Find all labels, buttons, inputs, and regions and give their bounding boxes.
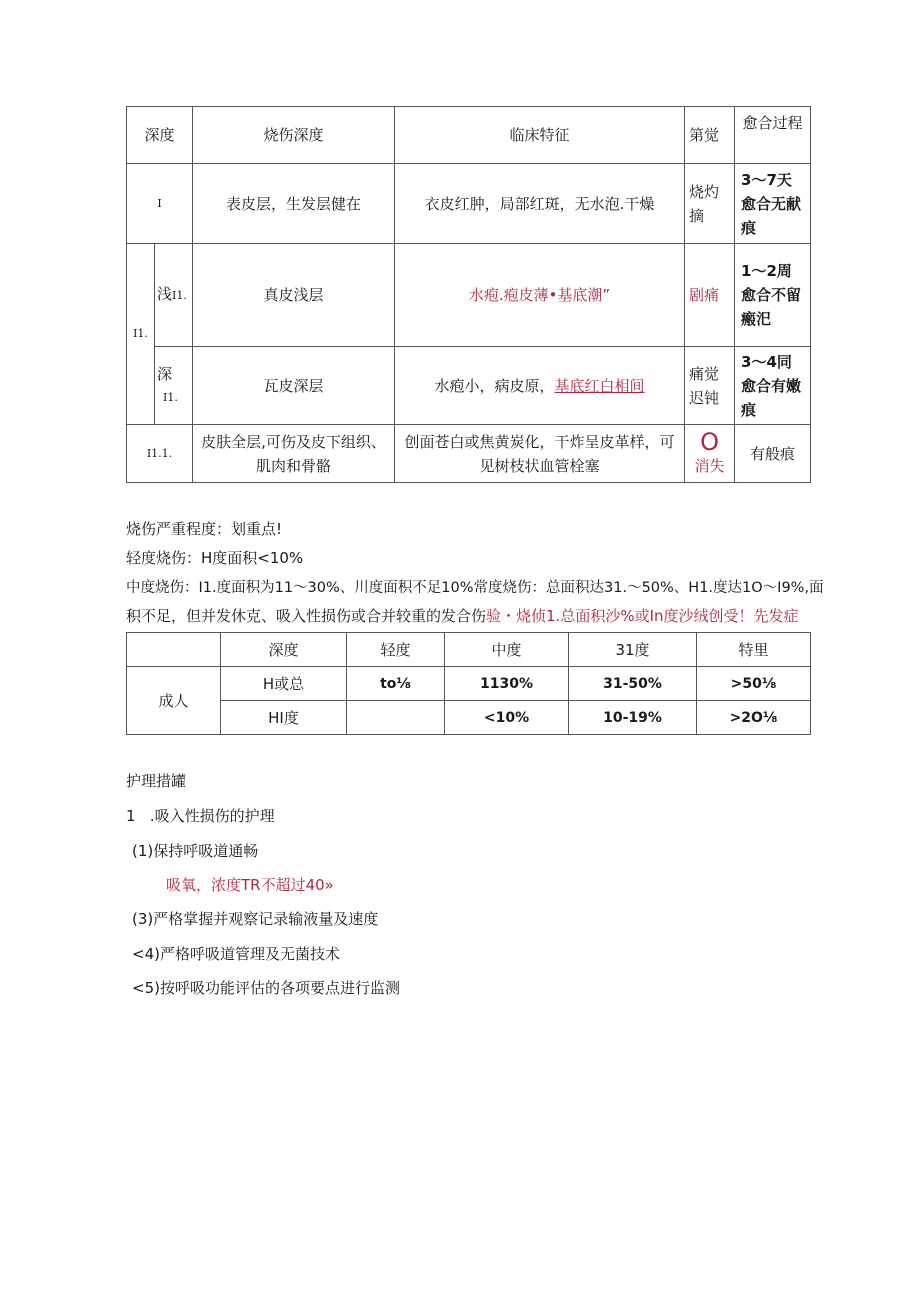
severity-heading: 烧伤严重程度：划重点!: [126, 520, 283, 538]
pain-text: 消失: [694, 456, 725, 475]
clinical-plain: 水疱小，病皮原，: [434, 376, 555, 395]
header-depth: 深度: [221, 633, 347, 667]
mild-cell: to⅛: [347, 667, 445, 701]
special-cell: >2O⅛: [697, 701, 811, 735]
severe-cell: 31-50%: [569, 667, 697, 701]
table-row: [127, 701, 811, 735]
severity-moderate-line2: [126, 605, 799, 627]
row-label-adult: 成人: [127, 667, 221, 735]
header-depth: 深度: [127, 107, 193, 164]
deep-label: 深: [157, 364, 173, 383]
layer-cell: 皮肤全层,可伤及皮下组织、肌肉和骨骼: [193, 425, 395, 483]
clinical-cell: 水疱.疱皮薄•基底潮”: [395, 244, 685, 347]
depth-sublabel-shallow: [155, 244, 193, 347]
shallow-label: 浅: [157, 285, 173, 303]
clinical-highlight: 基底红白相间: [554, 376, 645, 395]
pain-cell: 烧灼摘: [685, 164, 735, 244]
mild-cell: [347, 701, 445, 735]
table-row: [127, 164, 811, 244]
clinical-cell: [395, 347, 685, 425]
table-row: [127, 347, 811, 425]
pain-cell: 痛觉迟钝: [685, 347, 735, 425]
clinical-cell: 衣皮红肿，局部红斑，无水泡.干燥: [395, 164, 685, 244]
nursing-sub-5: <5)按呼吸功能评估的各项要点进行监测: [132, 979, 400, 997]
table-header-row: [127, 633, 811, 667]
healing-cell: 有般痕: [735, 425, 811, 483]
depth-cell: H或总: [221, 667, 347, 701]
pain-cell: [685, 425, 735, 483]
header-clinical: 临床特征: [395, 107, 685, 164]
nursing-sub-3: (3)严格掌握并观察记录输液量及速度: [132, 910, 379, 928]
header-pain: 第觉: [685, 107, 735, 164]
table-row: [127, 244, 811, 347]
depth-label-iii: I1.1.: [127, 425, 193, 483]
header-special: 特里: [697, 633, 811, 667]
header-healing: 愈合过程: [735, 107, 811, 164]
depth-sublabel-deep: [155, 347, 193, 425]
table-header-row: [127, 107, 811, 164]
healing-cell: 1～2周愈合不留瘢汜: [735, 244, 811, 347]
severity-moderate-line1: 中度烧伤：I1.度面积为11～30%、川度面积不足10%常度烧伤：总面积达31.～50%、H1.度达1O～I9%,面: [126, 580, 824, 596]
layer-cell: 表皮层，生发层健在: [193, 164, 395, 244]
nursing-sub-4: <4)严格呼吸道管理及无菌技术: [132, 945, 340, 963]
header-severe: 31度: [569, 633, 697, 667]
nursing-item-1: 1 .吸入性损伤的护理: [126, 807, 275, 825]
layer-cell: 真皮浅层: [193, 244, 395, 347]
header-moderate: 中度: [445, 633, 569, 667]
moderate-cell: 1130%: [445, 667, 569, 701]
moderate-cell: <10%: [445, 701, 569, 735]
moderate-line2-red: 验・烧侦1.总面积沙%或In度沙绒创受！先发症: [486, 607, 799, 625]
deep-roman: I1.: [163, 390, 178, 404]
header-empty: [127, 633, 221, 667]
table-row: [127, 667, 811, 701]
shallow-roman: I1.: [172, 289, 187, 302]
healing-cell: 3～7天愈合无献痕: [735, 164, 811, 244]
pain-symbol: O: [700, 427, 719, 456]
depth-label-i: I: [127, 164, 193, 244]
depth-cell: HI度: [221, 701, 347, 735]
severity-table: [126, 632, 811, 735]
layer-cell: 瓦皮深层: [193, 347, 395, 425]
nursing-heading: 护理措罐: [126, 772, 187, 790]
severe-cell: 10-19%: [569, 701, 697, 735]
pain-cell: 剧痛: [685, 244, 735, 347]
severity-mild: 轻度烧伤：H度面积<10%: [126, 549, 304, 567]
header-burn-depth: 烧伤深度: [193, 107, 395, 164]
healing-cell: 3～4同愈合有嫩痕: [735, 347, 811, 425]
depth-label-ii: I1.: [127, 244, 155, 425]
nursing-sub-1-note: 吸氧，浓度TR不超过40»: [166, 876, 334, 894]
special-cell: >50⅛: [697, 667, 811, 701]
table-row: [127, 425, 811, 483]
burn-depth-table: [126, 106, 811, 483]
moderate-line2-plain: 积不足，但并发休克、吸入性损伤或合并较重的发合伤: [126, 607, 487, 625]
header-mild: 轻度: [347, 633, 445, 667]
nursing-sub-1: (1)保持呼吸道通畅: [132, 842, 259, 860]
clinical-cell: 创面苍白或焦黄炭化，干炸呈皮革样，可见树枝状血管栓塞: [395, 425, 685, 483]
